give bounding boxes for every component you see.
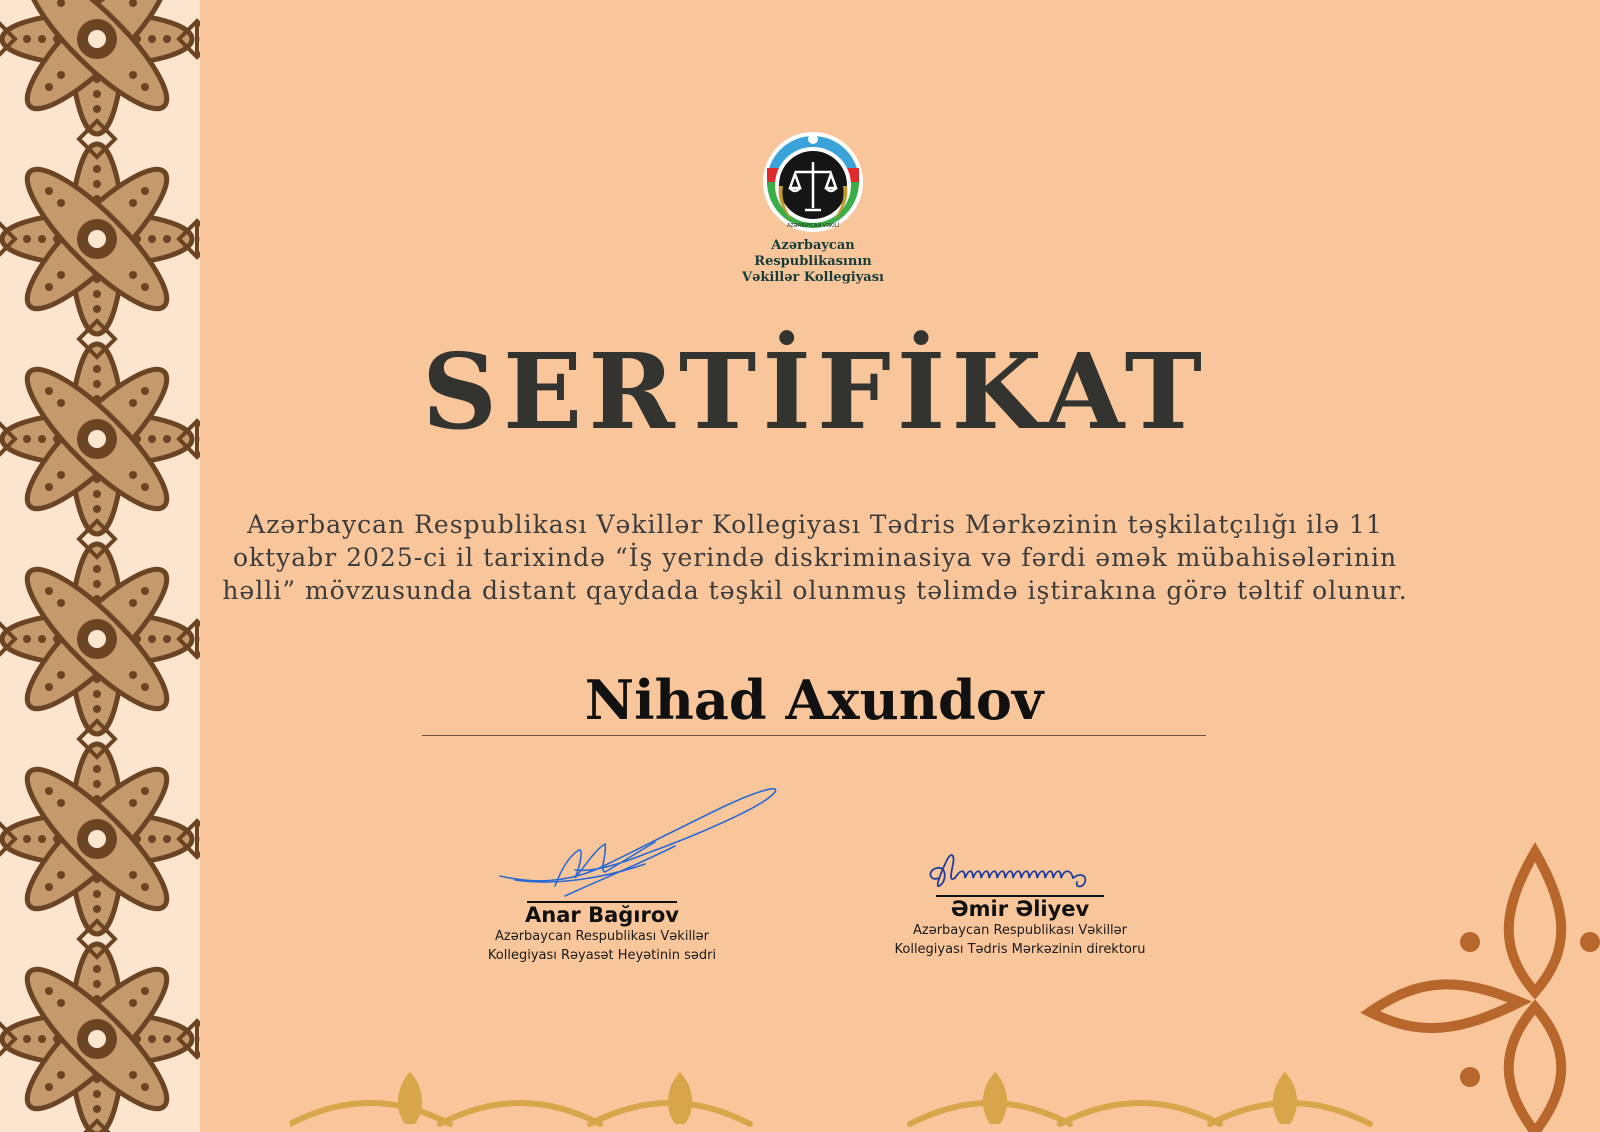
certificate-body-text: Azərbaycan Respublikası Vəkillər Kollegiyası Tədris Mərkəzinin təşkilatçılığı ilə 11 oktyabr 2025-ci il tarixində “İş yerində diskriminasiya və fərdi əmək mübahisələrinin həlli” mövzusunda distant qaydada təşkil olunmuş təlimdə iştirakına görə təltif olunur. [222,510,1408,605]
signature-scribble-right [925,848,1105,896]
signature-scribble-left [495,786,785,916]
signatory-name: Əmir Əliyev [950,897,1090,921]
signatory-right [870,895,1170,959]
recipient-underline [422,735,1206,736]
logo-caption-line: Respublikasının [754,254,872,269]
signatory-name: Anar Bağırov [525,903,679,927]
signatory-role-line: Kollegiyası Tədris Mərkəzinin direktoru [894,942,1146,957]
signatory-role-line: Azərbaycan Respublikası Vəkillər [912,923,1128,938]
side-ornament-pattern [0,0,200,1132]
signatory-role-line: Azərbaycan Respublikası Vəkillər [494,929,710,944]
signatory-left [462,901,742,965]
scales-of-justice-emblem-icon [761,130,865,234]
recipient-name: Nihad Axundov [584,668,1044,732]
organization-logo [713,130,913,286]
logo-caption-line: Vəkillər Kollegiyası [742,270,884,285]
bottom-ornament-border [290,1062,1400,1132]
logo-caption [713,238,913,286]
signatory-role-line: Kollegiyası Rəyasət Heyətinin sədri [487,948,717,963]
corner-flower-ornament [1360,842,1600,1132]
logo-seal-text: AZƏRBAYCAN VƏKİLİ [786,223,840,229]
logo-caption-line: Azərbaycan [771,238,855,253]
certificate-title: SERTİFİKAT [421,330,1209,453]
